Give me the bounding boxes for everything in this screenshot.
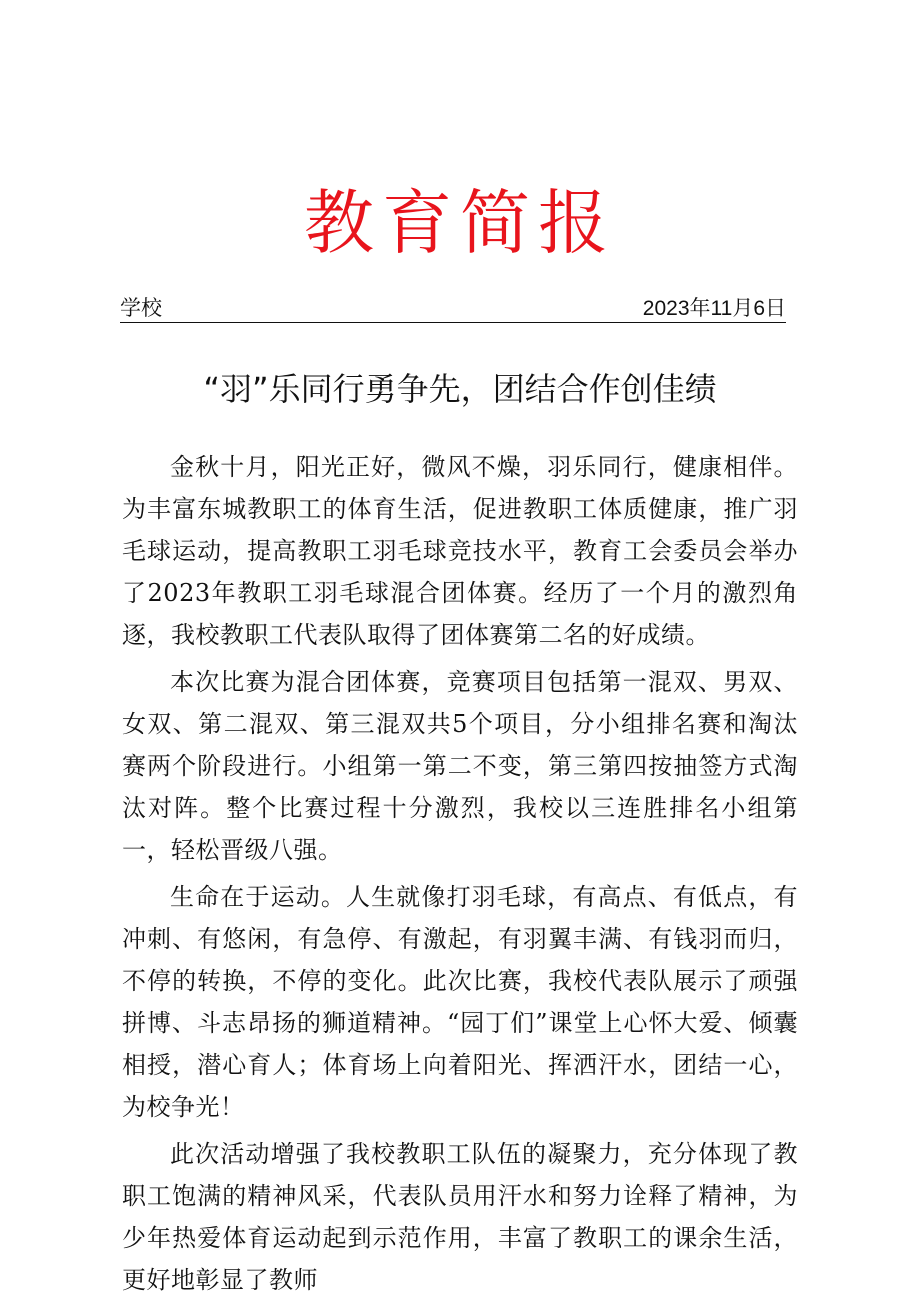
article-title: “羽”乐同行勇争先，团结合作创佳绩 — [203, 370, 717, 408]
school-label: 学校 — [120, 297, 162, 320]
article-body — [122, 446, 798, 1306]
masthead-title: 教育简报 — [304, 182, 616, 264]
info-line — [120, 296, 786, 323]
paragraph: 本次比赛为混合团体赛，竞赛项目包括第一混双、男双、女双、第二混双、第三混双共5个项目，分小组排名赛和淘汰赛两个阶段进行。小组第一第二不变，第三第四按抽签方式淘汰对阵。整个比赛过程十分激烈，我校以三连胜排名小组第一，轻松晋级八强。 — [122, 668, 798, 864]
paragraph: 金秋十月，阳光正好，微风不燥，羽乐同行，健康相伴。为丰富东城教职工的体育生活，促进教职工体质健康，推广羽毛球运动，提高教职工羽毛球竞技水平，教育工会委员会举办了2023年教职工羽毛球混合团体赛。经历了一个月的激烈角逐，我校教职工代表队取得了团体赛第二名的好成绩。 — [122, 453, 798, 649]
paragraph: 生命在于运动。人生就像打羽毛球，有高点、有低点，有冲刺、有悠闲，有急停、有激起，有羽翼丰满、有钱羽而归，不停的转换，不停的变化。此次比赛，我校代表队展示了顽强拼博、斗志昂扬的狮道精神。“园丁们”课堂上心怀大爱、倾囊相授，潜心育人；体育场上向着阳光、挥洒汗水，团结一心，为校争光！ — [122, 883, 798, 1121]
issue-date: 2023年11月6日 — [642, 297, 786, 320]
paragraph: 此次活动增强了我校教职工队伍的凝聚力，充分体现了教职工饱满的精神风采，代表队员用汗水和努力诠释了精神，为少年热爱体育运动起到示范作用，丰富了教职工的课余生活，更好地彰显了教师 — [122, 1140, 798, 1294]
